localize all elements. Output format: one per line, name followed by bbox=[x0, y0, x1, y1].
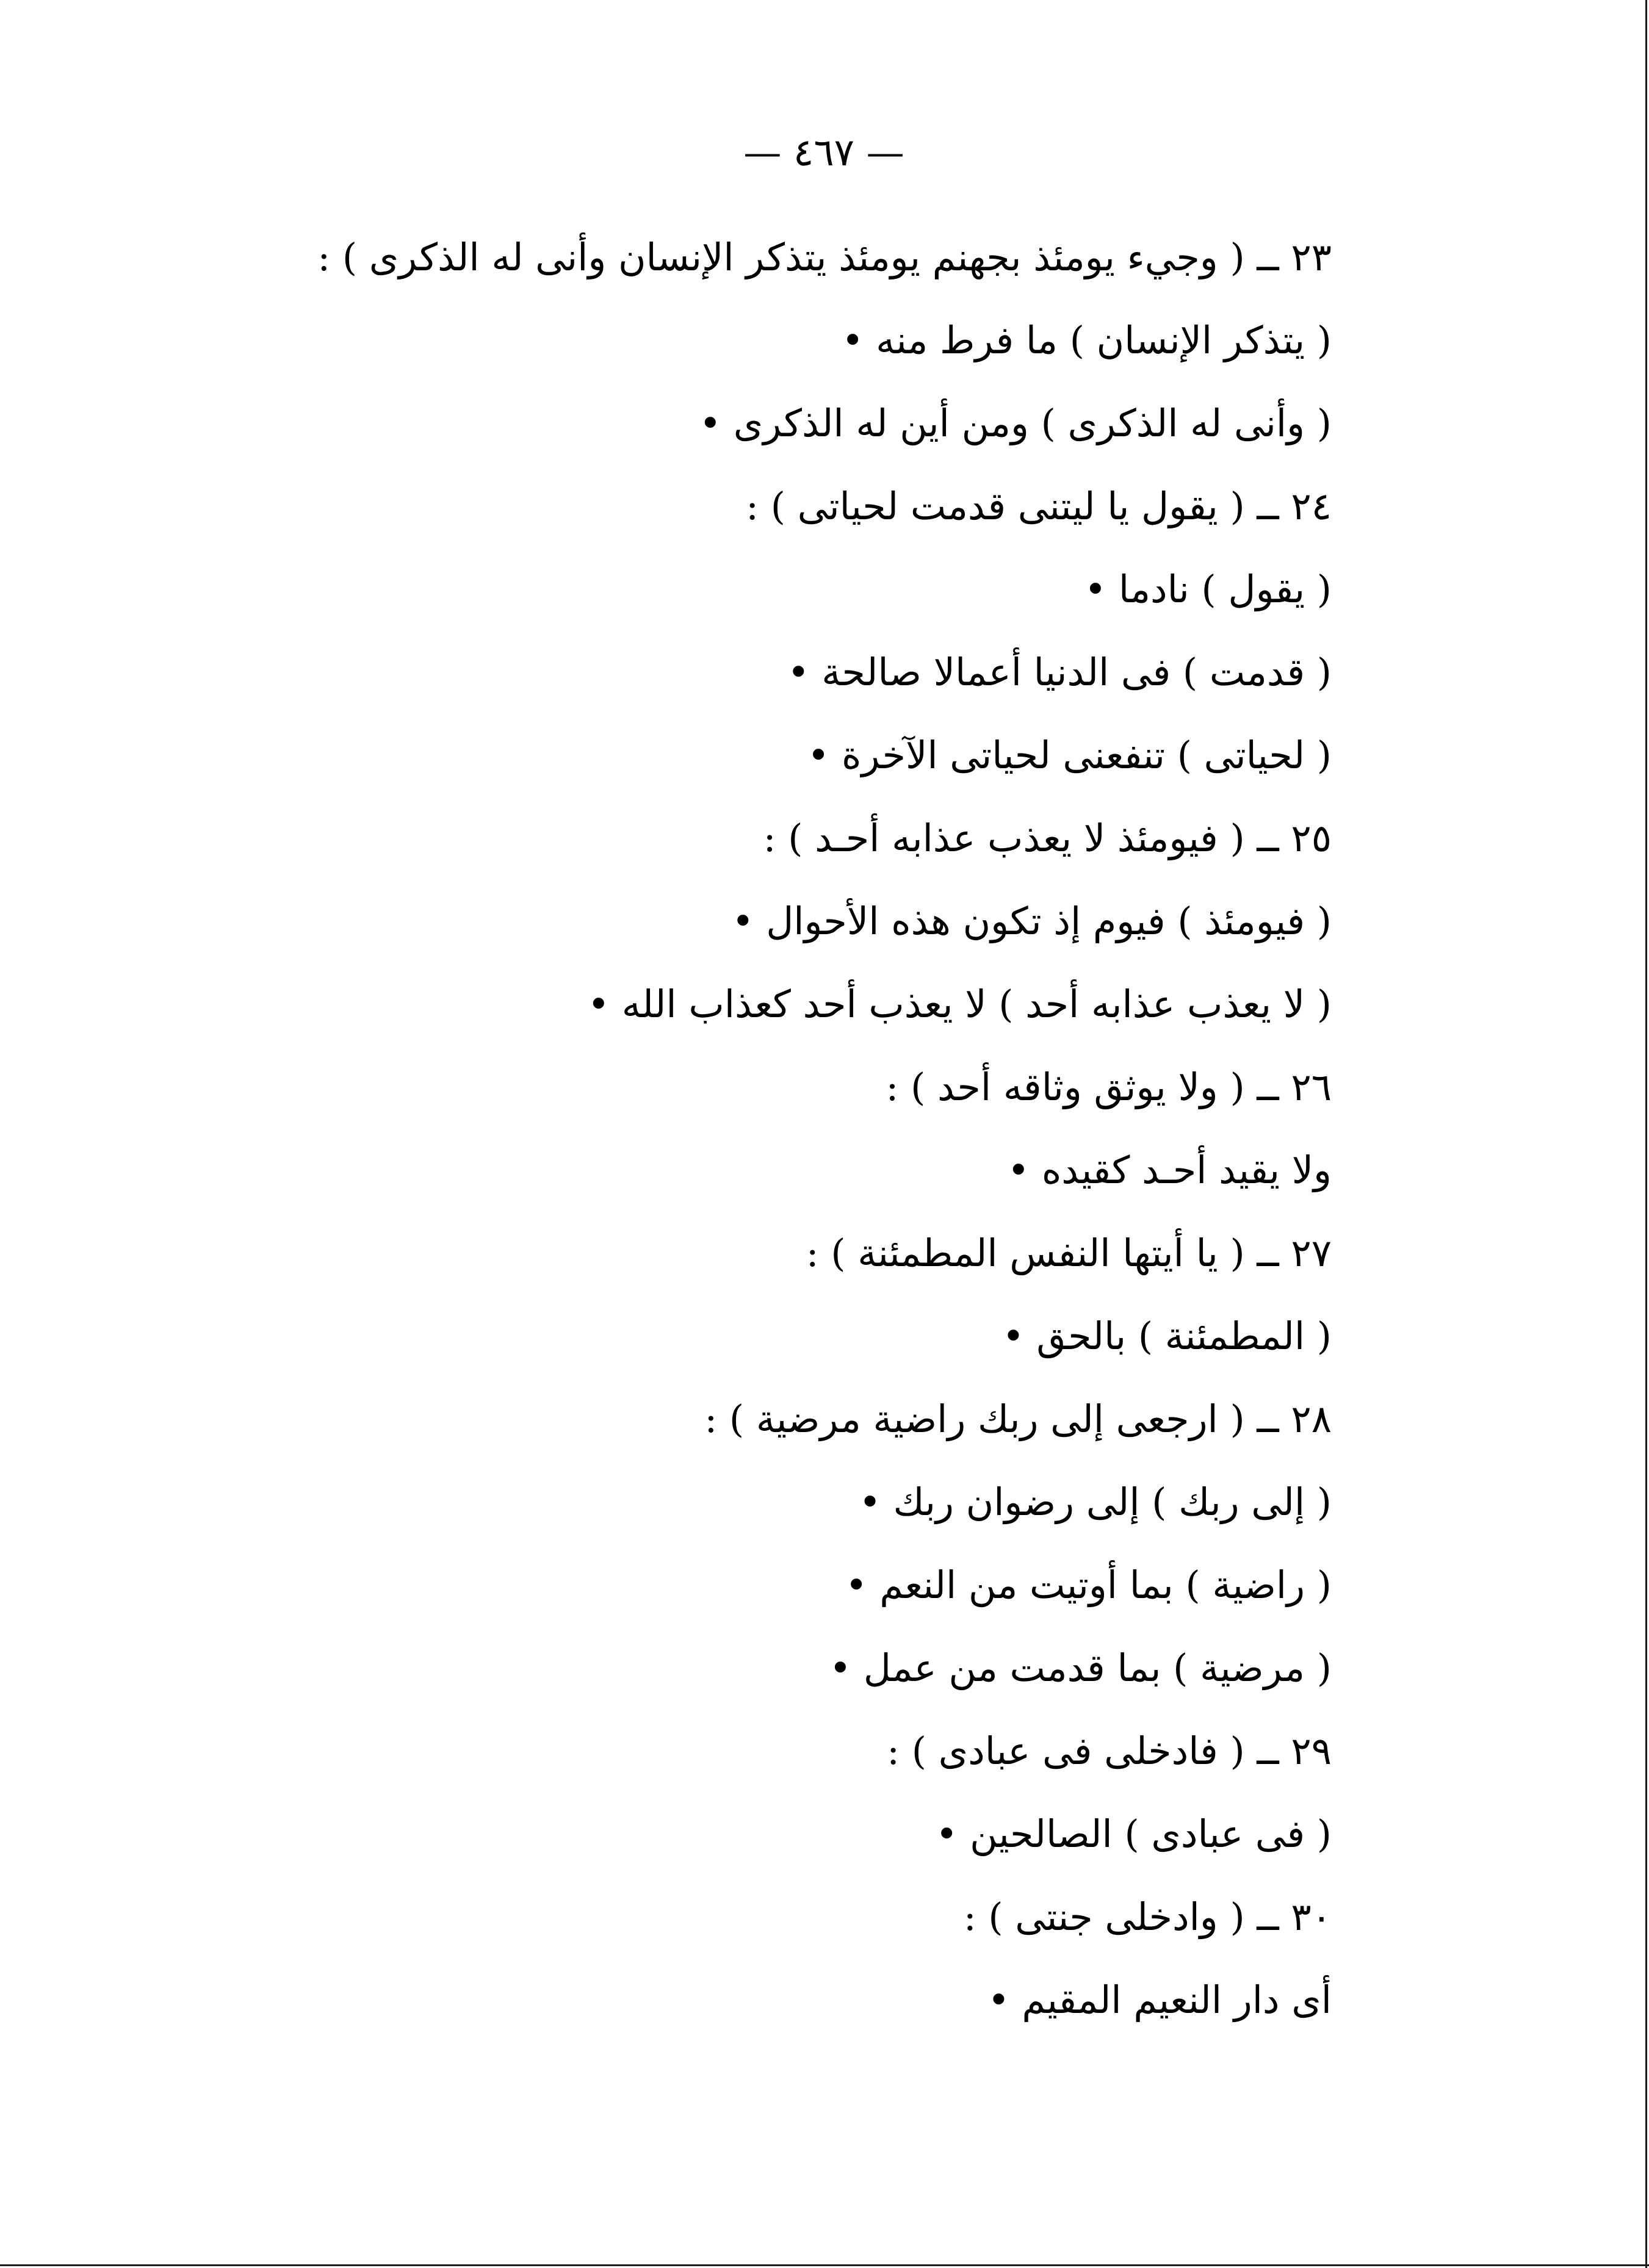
verse-26-heading: ٢٦ ــ ( ولا يوثق وثاقه أحد ) : bbox=[886, 1065, 1332, 1109]
verse-28-heading: ٢٨ ــ ( ارجعى إلى ربك راضية مرضية ) : bbox=[704, 1397, 1332, 1441]
verse-26-gloss-1: ولا يقيد أحـد كقيده • bbox=[1007, 1148, 1332, 1192]
verse-24-gloss-3: ( لحياتى ) تنفعنى لحياتى الآخرة • bbox=[807, 733, 1332, 777]
verse-30-gloss-1: أى دار النعيم المقيم • bbox=[987, 1978, 1332, 2022]
verse-30-heading: ٣٠ ــ ( وادخلى جنتى ) : bbox=[963, 1895, 1332, 1939]
verse-27-heading: ٢٧ ــ ( يا أيتها النفس المطمئنة ) : bbox=[806, 1231, 1332, 1275]
verse-29-gloss-1: ( فى عبادى ) الصالحين • bbox=[935, 1812, 1332, 1856]
verse-25-gloss-2: ( لا يعذب عذابه أحد ) لا يعذب أحد كعذاب الله • bbox=[587, 982, 1332, 1026]
verse-23-gloss-1: ( يتذكر الإنسان ) ما فرط منه • bbox=[841, 318, 1332, 362]
verse-25-gloss-1: ( فيومئذ ) فيوم إذ تكون هذه الأحوال • bbox=[731, 899, 1332, 943]
verse-23-gloss-2: ( وأنى له الذكرى ) ومن أين له الذكرى • bbox=[699, 401, 1332, 445]
page-edge-right bbox=[1645, 0, 1647, 2268]
verse-28-gloss-3: ( مرضية ) بما قدمت من عمل • bbox=[829, 1646, 1332, 1690]
page-edge-bottom bbox=[0, 2264, 1649, 2266]
commentary-text bbox=[294, 227, 1332, 2053]
verse-24-heading: ٢٤ ــ ( يقول يا ليتنى قدمت لحياتى ) : bbox=[746, 484, 1332, 528]
verse-28-gloss-1: ( إلى ربك ) إلى رضوان ربك • bbox=[859, 1480, 1332, 1524]
verse-24-gloss-1: ( يقول ) نادما • bbox=[1084, 567, 1332, 611]
verse-28-gloss-2: ( راضية ) بما أوتيت من النعم • bbox=[845, 1563, 1332, 1607]
page-number: — ٤٦٧ — bbox=[743, 130, 904, 175]
verse-29-heading: ٢٩ ــ ( فادخلى فى عبادى ) : bbox=[887, 1729, 1332, 1773]
verse-27-gloss-1: ( المطمئنة ) بالحق • bbox=[1002, 1314, 1332, 1358]
verse-24-gloss-2: ( قدمت ) فى الدنيا أعمالا صالحة • bbox=[787, 650, 1332, 694]
verse-25-heading: ٢٥ ــ ( فيومئذ لا يعذب عذابه أحـد ) : bbox=[763, 816, 1332, 860]
verse-23-heading: ٢٣ ــ ( وجيء يومئذ بجهنم يومئذ يتذكر الإنسان وأنى له الذكرى ) : bbox=[317, 235, 1332, 279]
